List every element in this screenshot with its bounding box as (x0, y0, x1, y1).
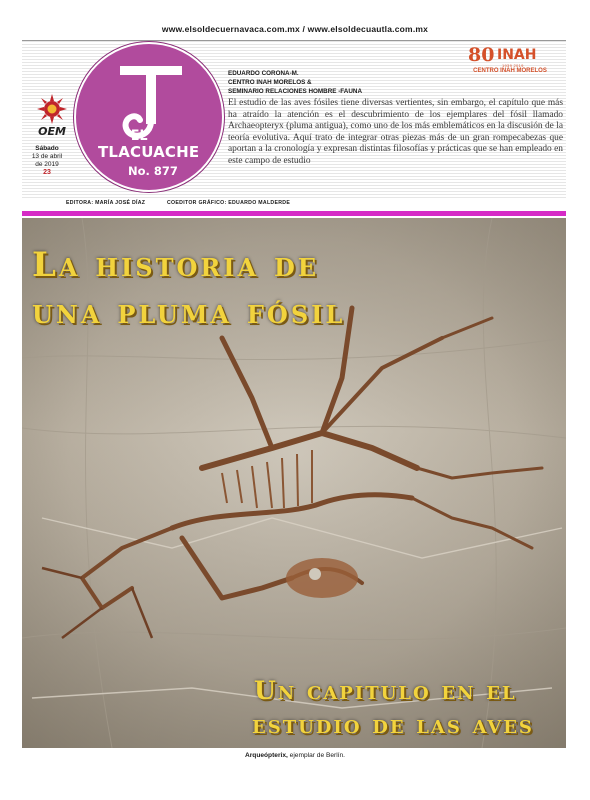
inah-word: INAH (497, 47, 537, 63)
magenta-divider (22, 211, 566, 216)
page-number: 23 (43, 169, 51, 176)
intro-paragraph: El estudio de las aves fósiles tiene diversas vertientes, sin embargo, el capítulo que más ha atraído la atención es el descubrimiento de los ejemplares del fósil llamado Archaeopteryx (pluma antigua), como uno de los más emblemáticos en la discusión de la teoría evolutiva. Aquí trato de integrar otras piezas más de un gran rompecabezas que aportan a la cronología y expresan distintas filosofías y prácticas que se han empleado en este campo de estudio (228, 98, 563, 166)
caption-rest: ejemplar de Berlín. (287, 752, 346, 759)
oem-label: OEM (38, 125, 66, 138)
date-block (22, 145, 72, 177)
author-line: CENTRO INAH MORELOS & (228, 79, 312, 87)
date-date: 13 de abril (31, 153, 63, 160)
author-line: EDUARDO CORONA-M. (228, 70, 299, 77)
headline-line-1: La historia de (32, 245, 320, 285)
headline-line-2: una pluma fósil (32, 292, 346, 332)
tlacuache-t-icon (116, 62, 186, 142)
date-year: de 2019 (35, 161, 59, 168)
credits-line (66, 200, 310, 206)
author-line: SEMINARIO RELACIONES HOMBRE -FAUNA (228, 88, 362, 96)
issue-number: No. 877 (128, 164, 178, 178)
subhead-line-2: estudio de las aves (252, 710, 534, 739)
logo-title: TLACUACHE (98, 143, 200, 161)
photo-caption (0, 752, 590, 759)
subhead-line-1: Un capitulo en el (254, 676, 517, 705)
sun-icon (37, 94, 67, 124)
inah-years: 1939 2019 (502, 63, 524, 68)
site-urls: www.elsoldecuernavaca.com.mx / www.elsoldecuautla.com.mx (161, 24, 429, 34)
inah-centro: CENTRO INAH MORELOS (473, 68, 547, 74)
logo-el: EL (130, 128, 148, 144)
inah-logo (460, 44, 560, 74)
date-day: Sábado (35, 145, 59, 152)
el-tlacuache-logo (74, 42, 224, 192)
editor-credit: EDITORA: MARÍA JOSÉ DÍAZ (66, 200, 146, 206)
inah-80: 80 (468, 44, 495, 66)
oem-logo (32, 94, 72, 138)
graphic-credit: COEDITOR GRÁFICO: EDUARDO MALDERDE (167, 200, 291, 206)
caption-bold: Arqueópterix, (244, 752, 288, 759)
author-block (228, 69, 362, 97)
